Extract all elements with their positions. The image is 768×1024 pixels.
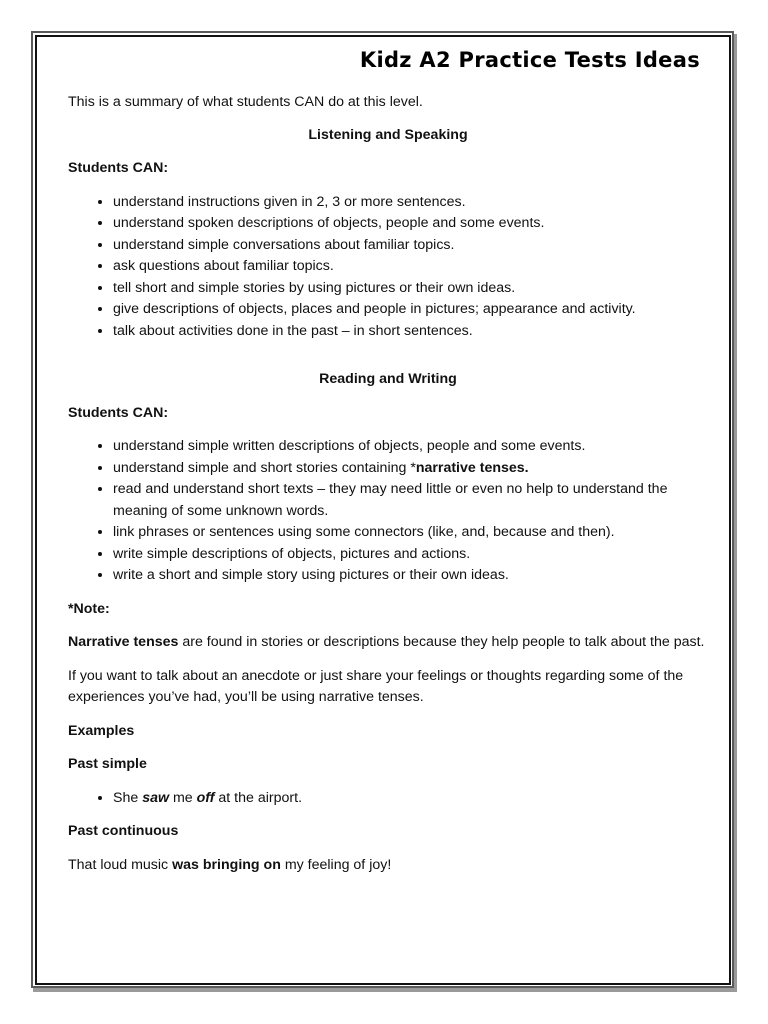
reading-writing-list [68, 436, 708, 587]
note-paragraph-1 [68, 632, 708, 654]
list-item: • ask questions about familiar topics. [113, 256, 708, 278]
narrative-tenses-emphasis: narrative tenses. [415, 459, 529, 476]
note-label: *Note: [68, 600, 110, 617]
example-emphasis-off: off [196, 789, 215, 806]
past-simple-label: Past simple [68, 756, 147, 772]
document-body [68, 92, 708, 876]
list-item: • tell short and simple stories by using pictures or their own ideas. [113, 278, 708, 300]
list-item: • talk about activities done in the past – in short sentences. [113, 321, 708, 343]
list-item: • read and understand short texts – they may need little or even no help to understand the meaning of some unknown words. [113, 479, 708, 522]
listening-speaking-heading: Listening and Speaking [308, 126, 468, 143]
list-item: • understand simple conversations about familiar topics. [113, 235, 708, 257]
list-item: • understand simple written descriptions of objects, people and some events. [113, 436, 708, 458]
example-text: She [113, 789, 143, 806]
past-continuous-example [68, 855, 708, 877]
listening-speaking-list [68, 192, 708, 343]
reading-writing-heading: Reading and Writing [319, 371, 457, 387]
list-item: • write simple descriptions of objects, pictures and actions. [113, 544, 708, 566]
past-simple-list [68, 788, 708, 810]
list-item: • write a short and simple story using pictures or their own ideas. [113, 565, 708, 587]
listening-speaking-label: Students CAN: [68, 160, 169, 176]
list-item [113, 458, 708, 480]
list-item: • understand instructions given in 2, 3 or more sentences. [113, 192, 708, 214]
note-paragraph-1-text: are found in stories or descriptions because they help people to talk about the past. [178, 634, 705, 650]
narrative-tenses-term: Narrative tenses [68, 634, 179, 650]
example-text: at the airport. [214, 789, 303, 806]
document-title: Kidz A2 Practice Tests Ideas [359, 48, 700, 72]
past-continuous-label: Past continuous [68, 823, 179, 839]
list-item: • understand spoken descriptions of objects, people and some events. [113, 213, 708, 235]
example-emphasis-saw: saw [142, 789, 170, 806]
example-text: my feeling of joy! [280, 856, 392, 873]
reading-writing-label: Students CAN: [68, 404, 169, 421]
list-item-text: understand simple and short stories containing * [113, 459, 416, 476]
list-item: • link phrases or sentences using some connectors (like, and, because and then). [113, 522, 708, 544]
intro-text: This is a summary of what students CAN do at this level. [68, 94, 423, 110]
note-paragraph-2: If you want to talk about an anecdote or just share your feelings or thoughts regarding some of the experiences you’ve had, you’ll be using narrative tenses. [68, 667, 684, 705]
examples-label: Examples [68, 722, 135, 739]
example-emphasis: was bringing on [172, 856, 281, 873]
list-item: • give descriptions of objects, places and people in pictures; appearance and activity. [113, 299, 708, 321]
example-text: That loud music [68, 856, 173, 873]
list-item [113, 788, 708, 810]
example-text: me [169, 789, 197, 806]
